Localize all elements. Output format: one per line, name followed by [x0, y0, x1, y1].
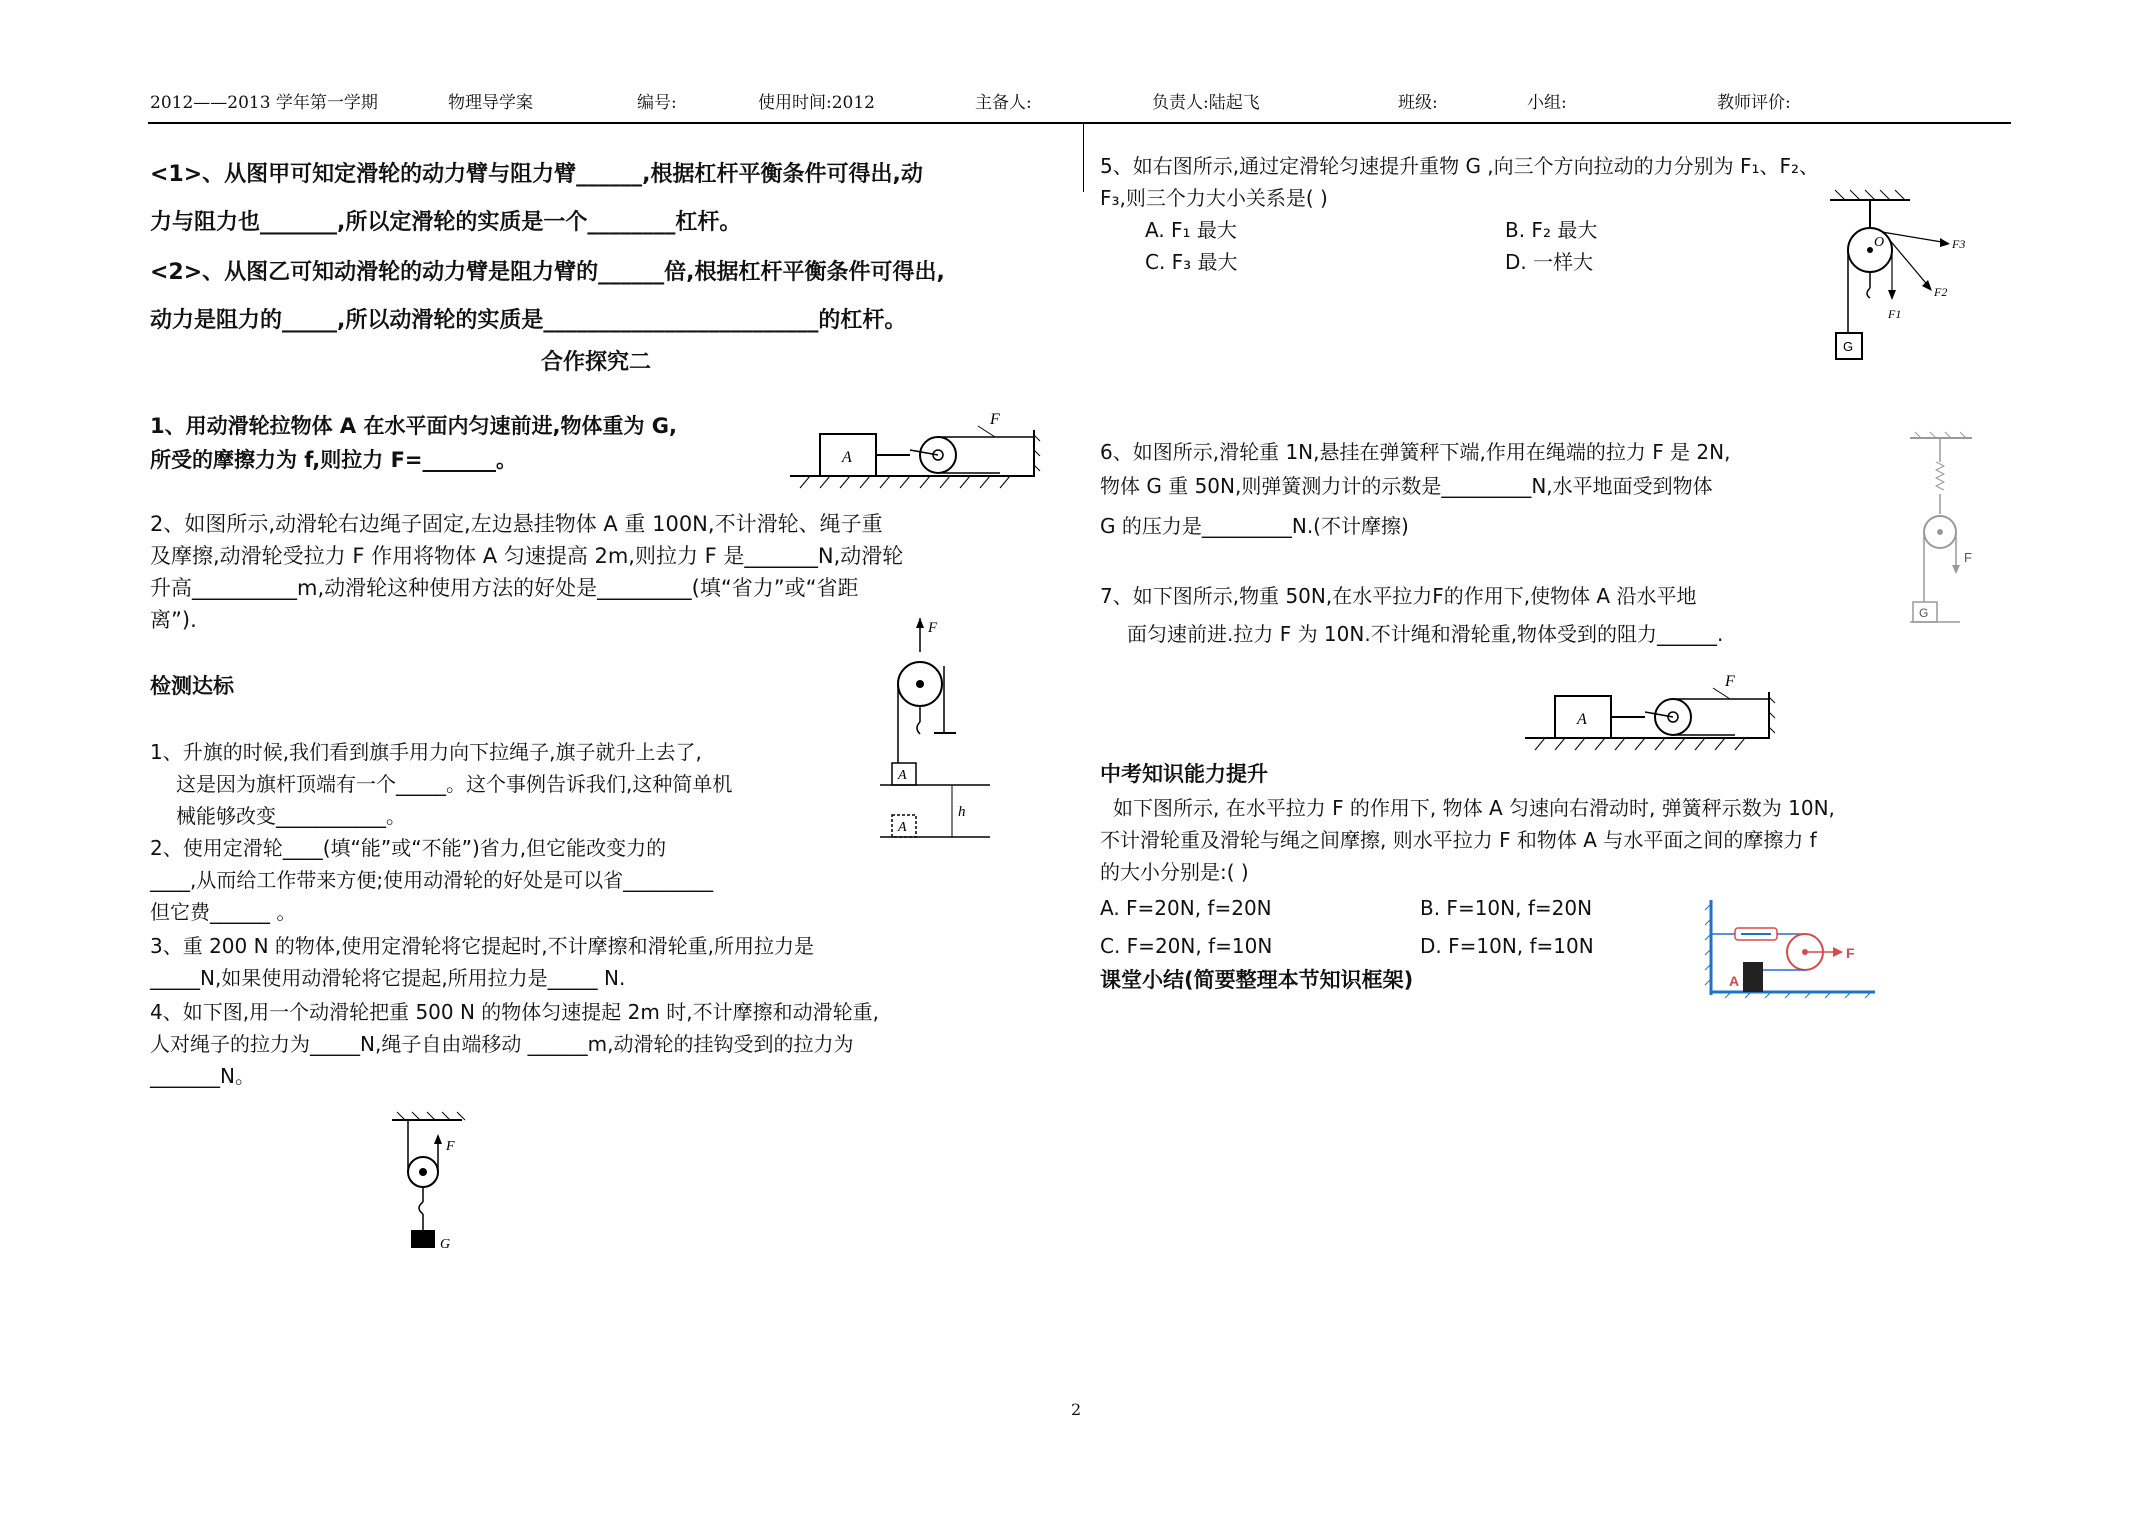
- header-rule: [148, 122, 2011, 124]
- weight-g-label: G: [440, 1237, 451, 1252]
- force-f3-label: F3: [1952, 237, 1966, 251]
- header-owner: 负责人:陆起飞: [1152, 93, 1260, 113]
- question-1-line1: 1、用动滑轮拉物体 A 在水平面内匀速前进,物体重为 G,: [150, 414, 677, 438]
- check-3-line2: _____N,如果使用动滑轮将它提起,所用拉力是_____ N.: [150, 966, 626, 990]
- height-h-label: h: [958, 804, 966, 820]
- check-2-line1: 2、使用定滑轮____(填“能”或“不能”)省力,但它能改变力的: [150, 836, 667, 860]
- force-f-label-2: F: [928, 620, 938, 636]
- section-title-exam: 中考知识能力提升: [1100, 762, 1268, 786]
- figure-spring-scale-horizontal: [1705, 900, 1880, 1000]
- force-f-label: F: [990, 411, 1000, 428]
- exam-option-c: C. F=20N, f=10N: [1100, 934, 1273, 958]
- question-7-line1: 7、如下图所示,物重 50N,在水平拉力F的作用下,使物体 A 沿水平地: [1100, 584, 1697, 608]
- header-number: 编号:: [637, 93, 677, 113]
- question-1-line2: 所受的摩擦力为 f,则拉力 F=_______。: [150, 448, 518, 472]
- question-5-option-b: B. F₂ 最大: [1505, 218, 1598, 242]
- block-a-label: A: [842, 449, 852, 466]
- header-group: 小组:: [1527, 93, 1567, 113]
- question-6-line3: G 的压力是_________N.(不计摩擦): [1100, 514, 1409, 538]
- question-7-line2: 面匀速前进.拉力 F 为 10N.不计绳和滑轮重,物体受到的阻力______.: [1127, 622, 1724, 646]
- question-2-line4: 离”).: [150, 608, 197, 632]
- question-6-line1: 6、如图所示,滑轮重 1N,悬挂在弹簧秤下端,作用在绳端的拉力 F 是 2N,: [1100, 440, 1731, 464]
- figure-movable-pulley-weight: [392, 1112, 492, 1262]
- check-4-line1: 4、如下图,用一个动滑轮把重 500 N 的物体匀速提起 2m 时,不计摩擦和动滑轮重,: [150, 1000, 879, 1024]
- header-time: 使用时间:2012: [758, 93, 875, 113]
- pulley-o-label: O: [1874, 235, 1885, 250]
- force-f2-label: F2: [1934, 285, 1948, 299]
- question-5-line1: 5、如右图所示,通过定滑轮匀速提升重物 G ,向三个方向拉动的力分别为 F₁、F₂、: [1100, 154, 1820, 178]
- section-title-summary: 课堂小结(简要整理本节知识框架): [1100, 968, 1414, 992]
- weight-g-label-2: G: [1843, 339, 1854, 354]
- force-f1-label: F1: [1888, 307, 1902, 321]
- question-5-option-d: D. 一样大: [1505, 250, 1594, 274]
- exam-question-line3: 的大小分别是:( ): [1100, 860, 1249, 884]
- check-1-line3: 械能够改变___________。: [176, 804, 406, 828]
- force-f-label-3: F: [446, 1139, 455, 1154]
- question-2-line1: 2、如图所示,动滑轮右边绳子固定,左边悬挂物体 A 重 100N,不计滑轮、绳子重: [150, 512, 883, 536]
- header-term: 2012——2013 学年第一学期: [150, 93, 378, 113]
- check-3-line1: 3、重 200 N 的物体,使用定滑轮将它提起时,不计摩擦和滑轮重,所用拉力是: [150, 934, 815, 958]
- force-f-label-5: F: [1725, 673, 1735, 690]
- header-evaluation: 教师评价:: [1717, 93, 1791, 113]
- section-title-cooperation: 合作探究二: [541, 350, 652, 375]
- statement-1-line1: <1>、从图甲可知定滑轮的动力臂与阻力臂______,根据杠杆平衡条件可得出,动: [150, 162, 923, 187]
- exam-option-d: D. F=10N, f=10N: [1420, 934, 1594, 958]
- block-a-label-2: A: [898, 768, 907, 783]
- section-title-test: 检测达标: [150, 674, 234, 698]
- question-2-line2: 及摩擦,动滑轮受拉力 F 作用将物体 A 匀速提高 2m,则拉力 F 是_______N,动滑轮: [150, 544, 904, 568]
- question-5-line2: F₃,则三个力大小关系是( ): [1100, 186, 1328, 210]
- check-2-line2: ____,从而给工作带来方便;使用动滑轮的好处是可以省_________: [150, 868, 714, 892]
- statement-2-line2: 动力是阻力的_____,所以动滑轮的实质是_________________________的杠杆。: [150, 308, 907, 333]
- figure-spring-scale-pulley: [1910, 432, 2000, 637]
- block-a-label-3: A: [898, 820, 907, 835]
- exam-question-line1: 如下图所示, 在水平拉力 F 的作用下, 物体 A 匀速向右滑动时, 弹簧秤示数为 10N,: [1113, 796, 1835, 820]
- page-number: 2: [1071, 1400, 1082, 1419]
- question-2-line3: 升高__________m,动滑轮这种使用方法的好处是_________(填“省力”或“省距: [150, 576, 859, 600]
- exam-option-a: A. F=20N, f=20N: [1100, 896, 1272, 920]
- header-class: 班级:: [1398, 93, 1438, 113]
- exam-option-b: B. F=10N, f=20N: [1420, 896, 1593, 920]
- check-1-line1: 1、升旗的时候,我们看到旗手用力向下拉绳子,旗子就升上去了,: [150, 740, 702, 764]
- exam-question-line2: 不计滑轮重及滑轮与绳之间摩擦, 则水平拉力 F 和物体 A 与水平面之间的摩擦力 f: [1100, 828, 1817, 852]
- header-preparer: 主备人:: [975, 93, 1032, 113]
- check-4-line2: 人对绳子的拉力为_____N,绳子自由端移动 ______m,动滑轮的挂钩受到的拉力为: [150, 1032, 854, 1056]
- figure-movable-pulley-height: [880, 618, 1000, 848]
- check-2-line3: 但它费______ 。: [150, 900, 297, 924]
- question-5-option-a: A. F₁ 最大: [1145, 218, 1237, 242]
- figure-fixed-pulley-three-forces: [1830, 188, 1980, 363]
- check-4-line3: _______N。: [150, 1064, 255, 1088]
- question-6-line2: 物体 G 重 50N,则弹簧测力计的示数是_________N,水平地面受到物体: [1100, 474, 1713, 498]
- figure-horizontal-pulley-left: [790, 410, 1040, 490]
- column-divider: [1083, 122, 1084, 192]
- force-f-label-4: F: [1964, 550, 1972, 565]
- figure-horizontal-pulley-right: [1525, 672, 1775, 752]
- statement-2-line1: <2>、从图乙可知动滑轮的动力臂是阻力臂的______倍,根据杠杆平衡条件可得出,: [150, 260, 945, 285]
- block-a-label-5: A: [1729, 973, 1740, 989]
- header-subject: 物理导学案: [448, 93, 533, 113]
- check-1-line2: 这是因为旗杆顶端有一个_____。这个事例告诉我们,这种简单机: [176, 772, 733, 796]
- statement-1-line2: 力与阻力也_______,所以定滑轮的实质是一个________杠杆。: [150, 210, 742, 235]
- weight-g-label-3: G: [1919, 606, 1929, 620]
- question-5-option-c: C. F₃ 最大: [1145, 250, 1238, 274]
- block-a-label-4: A: [1577, 711, 1587, 728]
- force-f-label-6: F: [1846, 945, 1855, 961]
